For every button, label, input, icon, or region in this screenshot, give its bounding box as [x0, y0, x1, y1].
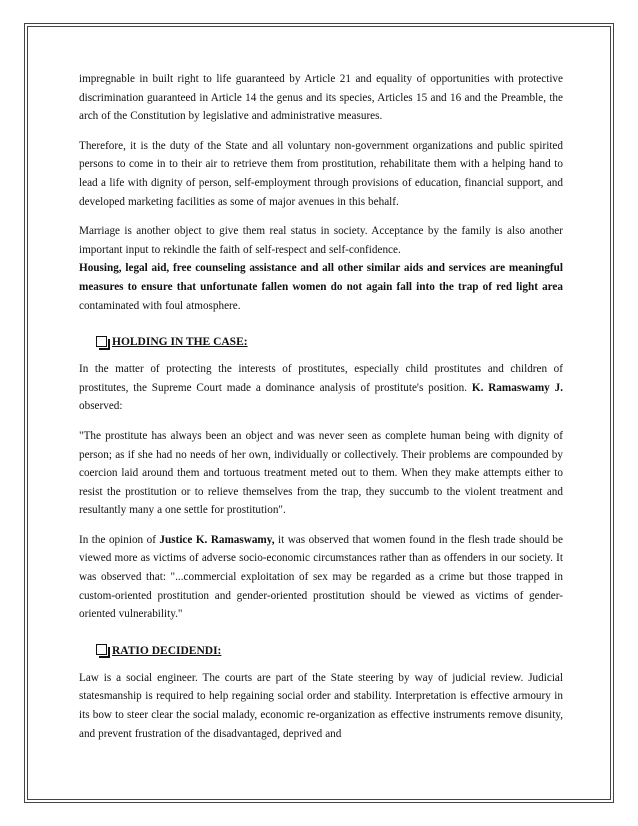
justice-name: Justice K. Ramaswamy,	[159, 533, 275, 546]
opinion-start-text: In the opinion of	[79, 533, 160, 546]
heading-holding-label: HOLDING IN THE CASE:	[112, 335, 248, 348]
paragraph-duty-of-state: Therefore, it is the duty of the State and all voluntary non-government organizations and public spirited persons to come in to their air to retrieve them from prostitution, rehabilitate them with a helping hand to lead a life with dignity of person, self-employment through provisions of education, financial support, and developed marketing facilities as some of major avenues in this behalf.	[79, 139, 563, 208]
paragraph-law-social-engineer: Law is a social engineer. The courts are part of the State steering by way of judicial review. Judicial statesmanship is required to help regaining social order and stability. Interpretation is effective armoury in its bow to steer clear the social malady, economic re-organization as effective instruments remove disunity, and prevent frustration of the disadvantaged, deprived and	[79, 671, 563, 740]
paragraph-quote-prostitute: "The prostitute has always been an object and was never seen as complete human being with dignity of person; as if she had no needs of her own, individually or collectively. Their problems are compounded by coercion laid around them and tortuous treatment meted out to them. When they make attempts either to resist the prostitution or to relieve themselves from the trap, they succumb to the violent treatment and resultantly many a one settle for prostitution".	[79, 429, 563, 517]
heading-holding	[79, 332, 563, 352]
judge-name: K. Ramaswamy J.	[467, 381, 563, 394]
paragraph-marriage: Marriage is another object to give them real status in society. Acceptance by the family is also another important input to rekindle the faith of self-respect and self-confidence.	[79, 225, 563, 256]
heading-ratio	[79, 641, 563, 661]
heading-ratio-label: RATIO DECIDENDI:	[112, 644, 222, 657]
supreme-court-text: In the matter of protecting the interests of prostitutes, especially child prostitutes and children of prostitutes, the Supreme Court made a dominance analysis of prostitute's position.	[79, 363, 563, 394]
paragraph-article-21: impregnable in built right to life guaranteed by Article 21 and equality of opportunities with protective discrimination guaranteed in Article 14 the genus and its species, Articles 15 and 16 and the Preamble, the arch of the Constitution by legislative and administrative measures.	[79, 73, 563, 123]
paragraph-housing	[79, 259, 563, 315]
checkbox-bullet-icon	[96, 644, 107, 655]
paragraph-supreme-court	[79, 360, 563, 416]
checkbox-bullet-icon	[96, 336, 107, 347]
document-body	[79, 70, 563, 743]
housing-bold-text: Housing, legal aid, free counseling assistance and all other similar aids and services are meaningful measures to ensure that unfortunate fallen women do not again fall into the trap of red light area	[79, 262, 563, 293]
opinion-rest-text: it was observed that women found in the flesh trade should be viewed more as victims of adverse socio-economic circumstances rather than as offenders in our society. It was observed that: "...commercial exploitation of sex may be regarded as a crime but those trapped in custom-oriented prostitution and gender-oriented prostitution should be viewed as victims of gender-oriented vulnerability."	[79, 533, 563, 621]
paragraph-opinion	[79, 531, 563, 624]
observed-text: observed:	[79, 400, 123, 413]
housing-rest-text: contaminated with foul atmosphere.	[79, 299, 241, 312]
